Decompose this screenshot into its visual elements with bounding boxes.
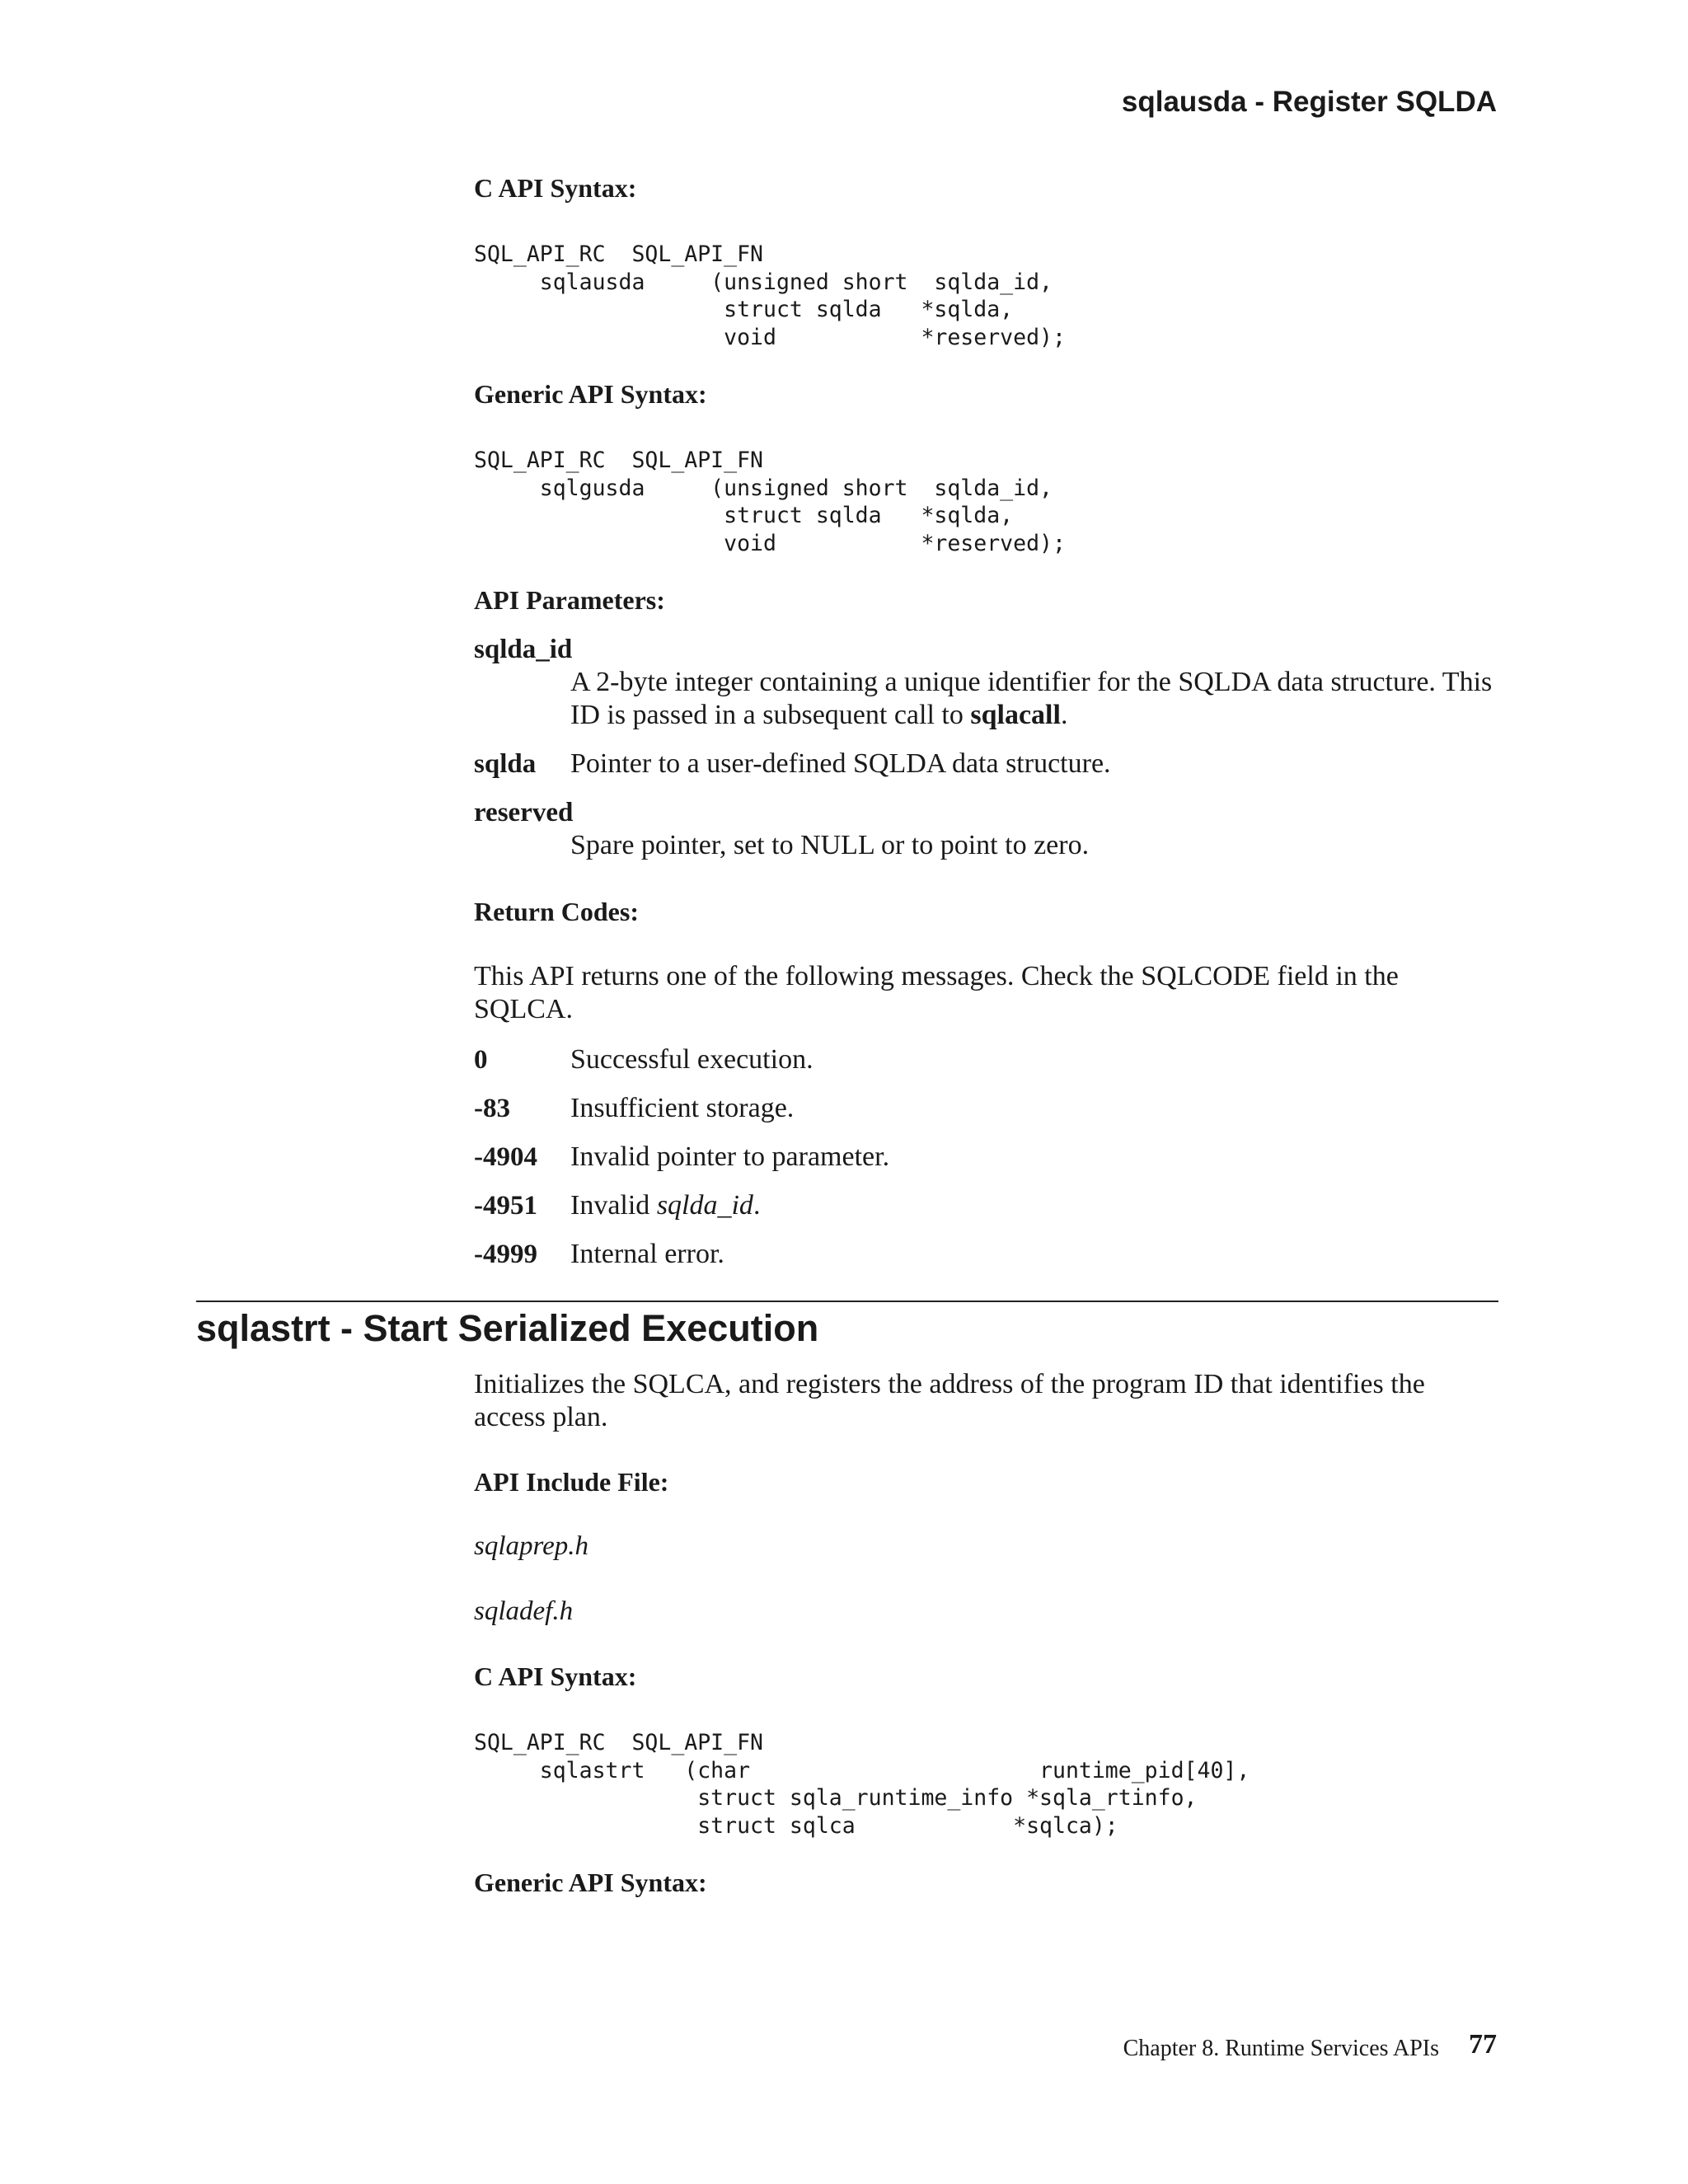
footer-chapter: Chapter 8. Runtime Services APIs <box>1123 2036 1439 2061</box>
c-api-syntax-heading: C API Syntax: <box>474 173 637 203</box>
return-codes-intro: This API returns one of the following messages. Check the SQLCODE field in the SQLCA. <box>474 961 1399 1024</box>
return-code-4904: -4904 <box>474 1142 537 1172</box>
api-parameters-heading: API Parameters: <box>474 585 665 615</box>
return-code-desc-punct: . <box>753 1190 761 1221</box>
generic-api-syntax-code: SQL_API_RC SQL_API_FN sqlgusda (unsigned short sqlda_id, struct sqlda *sqlda, void *reserved); <box>474 448 1066 556</box>
param-term-reserved: reserved <box>474 798 574 827</box>
param-desc-reserved: Spare pointer, set to NULL or to point to zero. <box>570 830 1090 860</box>
sqlastrt-c-api-syntax-heading: C API Syntax: <box>474 1661 637 1691</box>
page-number: 77 <box>1469 2029 1497 2060</box>
return-code-desc-4904: Invalid pointer to parameter. <box>570 1141 890 1172</box>
param-term-sqlda: sqlda <box>474 749 537 779</box>
running-header: sqlausda - Register SQLDA <box>1121 86 1497 118</box>
sqlastrt-generic-api-syntax-heading: Generic API Syntax: <box>474 1868 707 1897</box>
return-code-4951: -4951 <box>474 1191 537 1221</box>
api-include-file-heading: API Include File: <box>474 1467 669 1497</box>
param-desc-punct: . <box>1060 700 1068 730</box>
return-code-83: -83 <box>474 1094 510 1123</box>
generic-api-syntax-heading: Generic API Syntax: <box>474 379 707 409</box>
param-term-sqlda-id: sqlda_id <box>474 635 573 664</box>
return-code-0: 0 <box>474 1045 488 1075</box>
section-divider <box>196 1301 1498 1302</box>
return-code-desc-4999: Internal error. <box>570 1239 724 1269</box>
section-title-sqlastrt: sqlastrt - Start Serialized Execution <box>196 1307 819 1349</box>
return-codes-heading: Return Codes: <box>474 897 639 926</box>
return-code-desc-text: Invalid <box>570 1190 657 1221</box>
include-file-sqlaprep: sqlaprep.h <box>474 1531 589 1561</box>
param-desc-text: A 2-byte integer containing a unique identifier for the SQLDA data structure. This ID is passed in a subsequent call to <box>570 667 1493 730</box>
return-code-desc-4951 <box>570 1189 1493 1222</box>
sqlastrt-intro: Initializes the SQLCA, and registers the address of the program ID that identifies the access plan. <box>474 1369 1425 1432</box>
param-desc-sqlda-id <box>570 666 1493 732</box>
return-code-desc-0: Successful execution. <box>570 1044 814 1075</box>
return-code-desc-83: Insufficient storage. <box>570 1093 795 1123</box>
param-desc-function-ref: sqlacall <box>970 700 1061 730</box>
c-api-syntax-code: SQL_API_RC SQL_API_FN sqlausda (unsigned short sqlda_id, struct sqlda *sqlda, void *reserved); <box>474 241 1066 350</box>
sqlastrt-c-api-syntax-code: SQL_API_RC SQL_API_FN sqlastrt (char runtime_pid[40], struct sqla_runtime_info *sqla_rtinfo, struct sqlca *sqlca); <box>474 1730 1250 1839</box>
param-desc-sqlda: Pointer to a user-defined SQLDA data structure. <box>570 748 1111 779</box>
include-file-sqladef: sqladef.h <box>474 1596 574 1626</box>
return-code-desc-param-ref: sqlda_id <box>656 1190 753 1221</box>
return-code-4999: -4999 <box>474 1240 537 1269</box>
